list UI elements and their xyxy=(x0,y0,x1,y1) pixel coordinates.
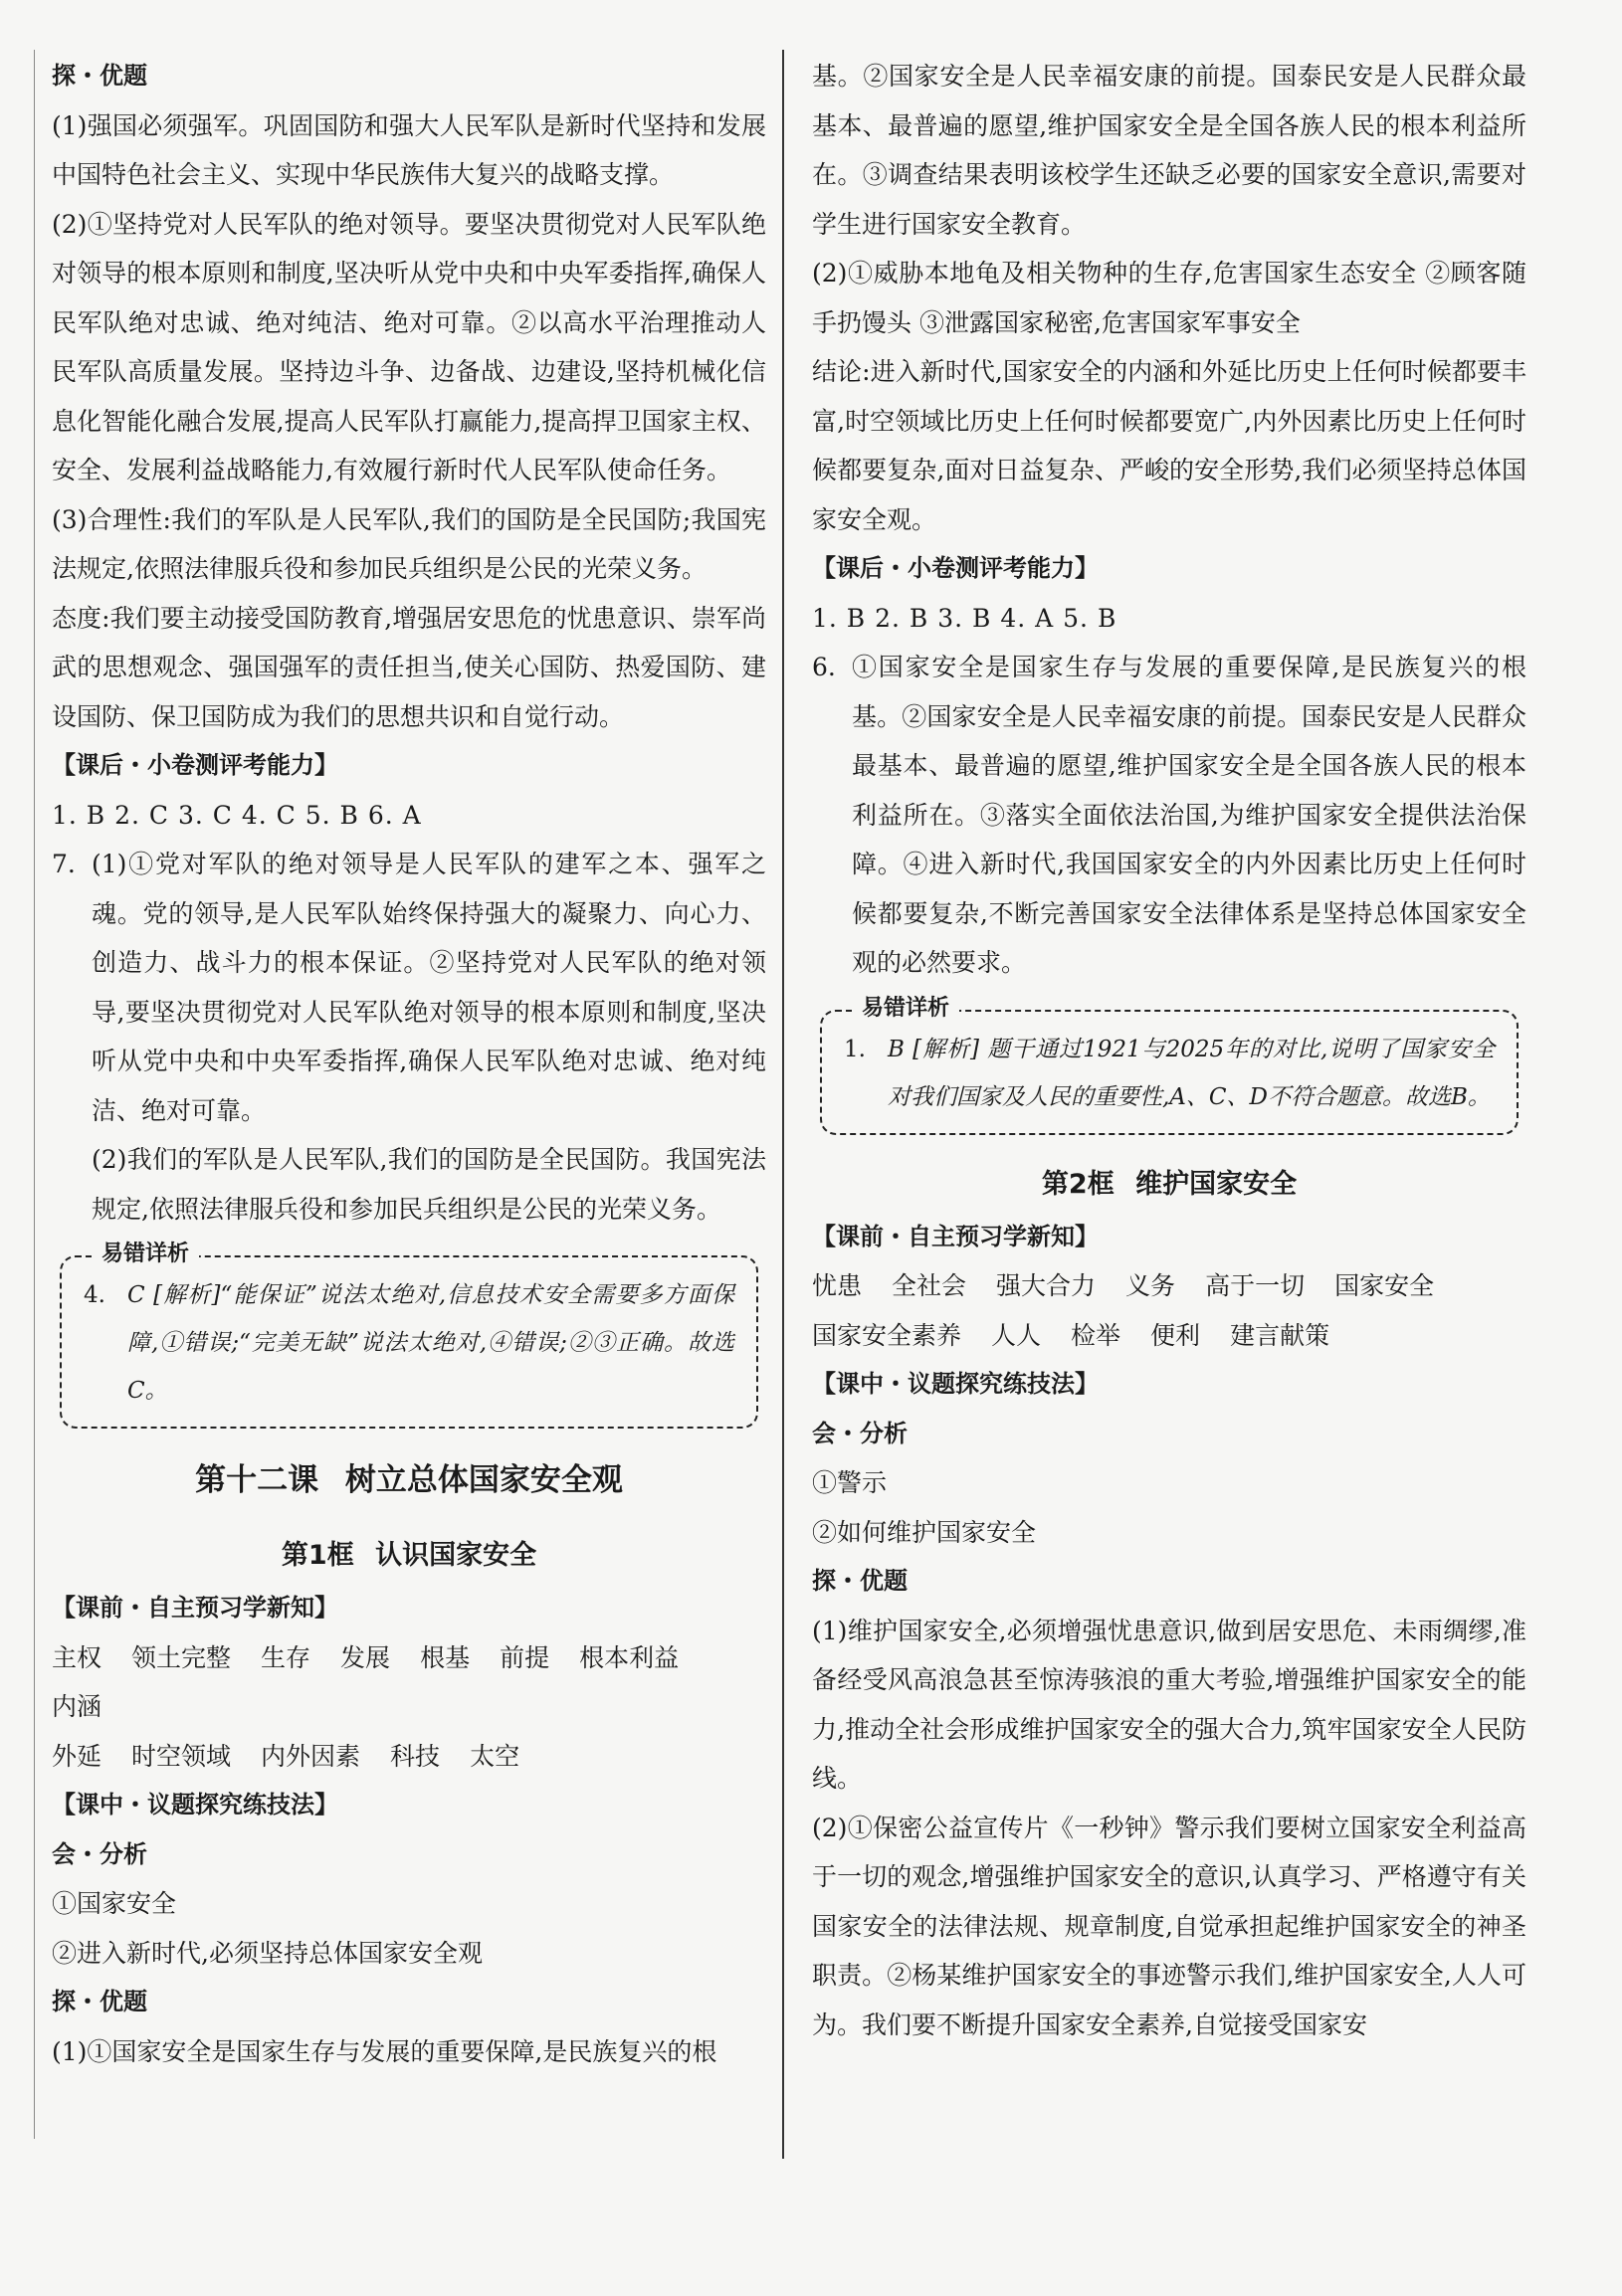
hui-label: 会・分析 xyxy=(812,1419,908,1447)
section-label-pre-class: 【课前・自主预习学新知】 xyxy=(52,1594,338,1622)
error-analysis-text: B [解析] 题干通过1921与2025年的对比,说明了国家安全对我们国家及人民的重要性,A、C、D不符合题意。故选B。 xyxy=(888,1036,1495,1110)
tan-label: 探・优题 xyxy=(52,62,147,90)
error-analysis-title: 易错详析 xyxy=(852,994,959,1024)
choice-answers: 1. B 2. C 3. C 4. C 5. B 6. A xyxy=(52,800,422,830)
question-number: 7. xyxy=(52,850,76,878)
frame-title: 第1框 认识国家安全 xyxy=(281,1540,537,1571)
keyword: 根本利益 xyxy=(579,1642,680,1672)
error-analysis-body xyxy=(844,1026,1495,1121)
analysis-item: ①国家安全 xyxy=(52,1889,177,1918)
error-analysis-title: 易错详析 xyxy=(92,1240,199,1269)
answer-paragraph: 态度:我们要主动接受国防教育,增强居安思危的忧患意识、崇军尚武的思想观念、强国强军的责任担当,使关心国防、热爱国防、建设国防、保卫国防成为我们的思想共识和自觉行动。 xyxy=(52,603,766,731)
keyword-row xyxy=(52,1732,766,1782)
right-column xyxy=(812,52,1526,2049)
margin-rule xyxy=(34,50,35,2139)
column-divider xyxy=(782,50,784,2159)
answer-paragraph: 结论:进入新时代,国家安全的内涵和外延比历史上任何时候都要丰富,时空领域比历史上任何时候都要宽广,内外因素比历史上任何时候都要复杂,面对日益复杂、严峻的安全形势,我们必须坚持总体国家安全观。 xyxy=(812,357,1526,534)
section-label-in-class: 【课中・议题探究练技法】 xyxy=(812,1370,1099,1398)
section-label-after-class: 【课后・小卷测评考能力】 xyxy=(812,554,1099,582)
keyword: 前提 xyxy=(500,1642,550,1672)
keyword: 科技 xyxy=(390,1741,441,1771)
section-label-in-class: 【课中・议题探究练技法】 xyxy=(52,1791,338,1818)
left-column xyxy=(52,52,766,2076)
question-7 xyxy=(52,840,766,1234)
keyword: 主权 xyxy=(52,1642,102,1672)
keyword: 全社会 xyxy=(892,1271,967,1300)
answer-paragraph: ①国家安全是国家生存与发展的重要保障,是民族复兴的根基。②国家安全是人民幸福安康的前提。国泰民安是人民群众最基本、最普遍的愿望,维护国家安全是全国各族人民的根本利益所在。③落实全面依法治国,为维护国家安全提供法治保障。④进入新时代,我国国家安全的内外因素比历史上任何时候都要复杂,不断完善国家安全法律体系是坚持总体国家安全观的必然要求。 xyxy=(852,653,1526,977)
error-item-number: 1. xyxy=(844,1036,866,1062)
section-label-pre-class: 【课前・自主预习学新知】 xyxy=(812,1222,1099,1250)
keyword-row xyxy=(812,1311,1526,1361)
keyword: 国家安全素养 xyxy=(812,1320,962,1350)
keyword: 建言献策 xyxy=(1230,1320,1330,1350)
error-analysis-text: C [解析]“能保证”说法太绝对,信息技术安全需要多方面保障,①错误;“完美无缺”说法太绝对,④错误;②③正确。故选C。 xyxy=(127,1282,734,1404)
keyword: 检举 xyxy=(1071,1320,1121,1350)
answer-paragraph: 基。②国家安全是人民幸福安康的前提。国泰民安是人民群众最基本、最普遍的愿望,维护国家安全是全国各族人民的根本利益所在。③调查结果表明该校学生还缺乏必要的国家安全意识,需要对学生进行国家安全教育。 xyxy=(812,62,1526,239)
question-number: 6. xyxy=(812,653,836,681)
keyword: 根基 xyxy=(420,1642,471,1672)
answer-paragraph: (3)合理性:我们的军队是人民军队,我们的国防是全民国防;我国宪法规定,依照法律服兵役和参加民兵组织是公民的光荣义务。 xyxy=(52,504,766,583)
hui-label: 会・分析 xyxy=(52,1839,147,1868)
keyword-row xyxy=(52,1633,766,1732)
answer-paragraph: (1)①党对军队的绝对领导是人民军队的建军之本、强军之魂。党的领导,是人民军队始终保持强大的凝聚力、向心力、创造力、战斗力的根本保证。②坚持党对人民军队的绝对领导,要坚决贯彻党对人民军队绝对领导的根本原则和制度,坚决听从党中央和中央军委指挥,确保人民军队绝对忠诚、绝对纯洁、绝对可靠。 xyxy=(92,850,766,1125)
answer-paragraph: (1)强国必须强军。巩固国防和强大人民军队是新时代坚持和发展中国特色社会主义、实现中华民族伟大复兴的战略支撑。 xyxy=(52,110,766,189)
error-item-number: 4. xyxy=(84,1282,105,1308)
keyword: 忧患 xyxy=(812,1271,863,1300)
question-6 xyxy=(812,643,1526,988)
keyword: 生存 xyxy=(261,1642,311,1672)
keyword: 高于一切 xyxy=(1205,1271,1306,1300)
answer-paragraph: (2)我们的军队是人民军队,我们的国防是全民国防。我国宪法规定,依照法律服兵役和参加民兵组织是公民的光荣义务。 xyxy=(92,1145,766,1224)
analysis-item: ①警示 xyxy=(812,1468,888,1497)
frame-title: 第2框 维护国家安全 xyxy=(1041,1168,1298,1200)
error-analysis-body xyxy=(84,1271,734,1415)
answer-paragraph: (2)①保密公益宣传片《一秒钟》警示我们要树立国家安全利益高于一切的观念,增强维护国家安全的意识,认真学习、严格遵守有关国家安全的法律法规、规章制度,自觉承担起维护国家安全的神圣职责。②杨某维护国家安全的事迹警示我们,维护国家安全,人人可为。我们要不断提升国家安全素养,自觉接受国家安 xyxy=(812,1813,1526,2039)
analysis-item: ②如何维护国家安全 xyxy=(812,1517,1037,1547)
keyword: 人人 xyxy=(991,1320,1042,1350)
keyword: 领土完整 xyxy=(131,1642,232,1672)
answer-paragraph: (1)维护国家安全,必须增强忧患意识,做到居安思危、未雨绸缪,准备经受风高浪急甚至惊涛骇浪的重大考验,增强维护国家安全的能力,推动全社会形成维护国家安全的强大合力,筑牢国家安全人民防线。 xyxy=(812,1616,1526,1793)
keyword: 国家安全 xyxy=(1334,1271,1435,1300)
keyword: 内外因素 xyxy=(261,1741,361,1771)
keyword: 便利 xyxy=(1150,1320,1201,1350)
keyword-row xyxy=(812,1261,1526,1311)
tan-label: 探・优题 xyxy=(812,1567,908,1595)
keyword: 发展 xyxy=(340,1642,391,1672)
error-analysis-box xyxy=(60,1242,758,1429)
choice-answers: 1. B 2. B 3. B 4. A 5. B xyxy=(812,603,1117,633)
keyword: 时空领域 xyxy=(131,1741,232,1771)
error-analysis-box xyxy=(820,995,1519,1135)
keyword: 外延 xyxy=(52,1741,102,1771)
keyword: 太空 xyxy=(470,1741,520,1771)
tan-label: 探・优题 xyxy=(52,1988,147,2015)
section-label-after-class: 【课后・小卷测评考能力】 xyxy=(52,751,338,779)
answer-paragraph: (2)①威胁本地龟及相关物种的生存,危害国家生态安全 ②顾客随手扔馒头 ③泄露国家秘密,危害国家军事安全 xyxy=(812,259,1526,337)
analysis-item: ②进入新时代,必须坚持总体国家安全观 xyxy=(52,1938,483,1968)
keyword: 内涵 xyxy=(52,1692,102,1721)
lesson-title: 第十二课 树立总体国家安全观 xyxy=(195,1462,623,1498)
answer-paragraph: (1)①国家安全是国家生存与发展的重要保障,是民族复兴的根 xyxy=(52,2036,717,2066)
answer-paragraph: (2)①坚持党对人民军队的绝对领导。要坚决贯彻党对人民军队绝对领导的根本原则和制度,坚决听从党中央和中央军委指挥,确保人民军队绝对忠诚、绝对纯洁、绝对可靠。②以高水平治理推动人民军队高质量发展。坚持边斗争、边备战、边建设,坚持机械化信息化智能化融合发展,提高人民军队打赢能力,提高捍卫国家主权、安全、发展利益战略能力,有效履行新时代人民军队使命任务。 xyxy=(52,209,766,484)
keyword: 强大合力 xyxy=(996,1271,1097,1300)
keyword: 义务 xyxy=(1125,1271,1176,1300)
